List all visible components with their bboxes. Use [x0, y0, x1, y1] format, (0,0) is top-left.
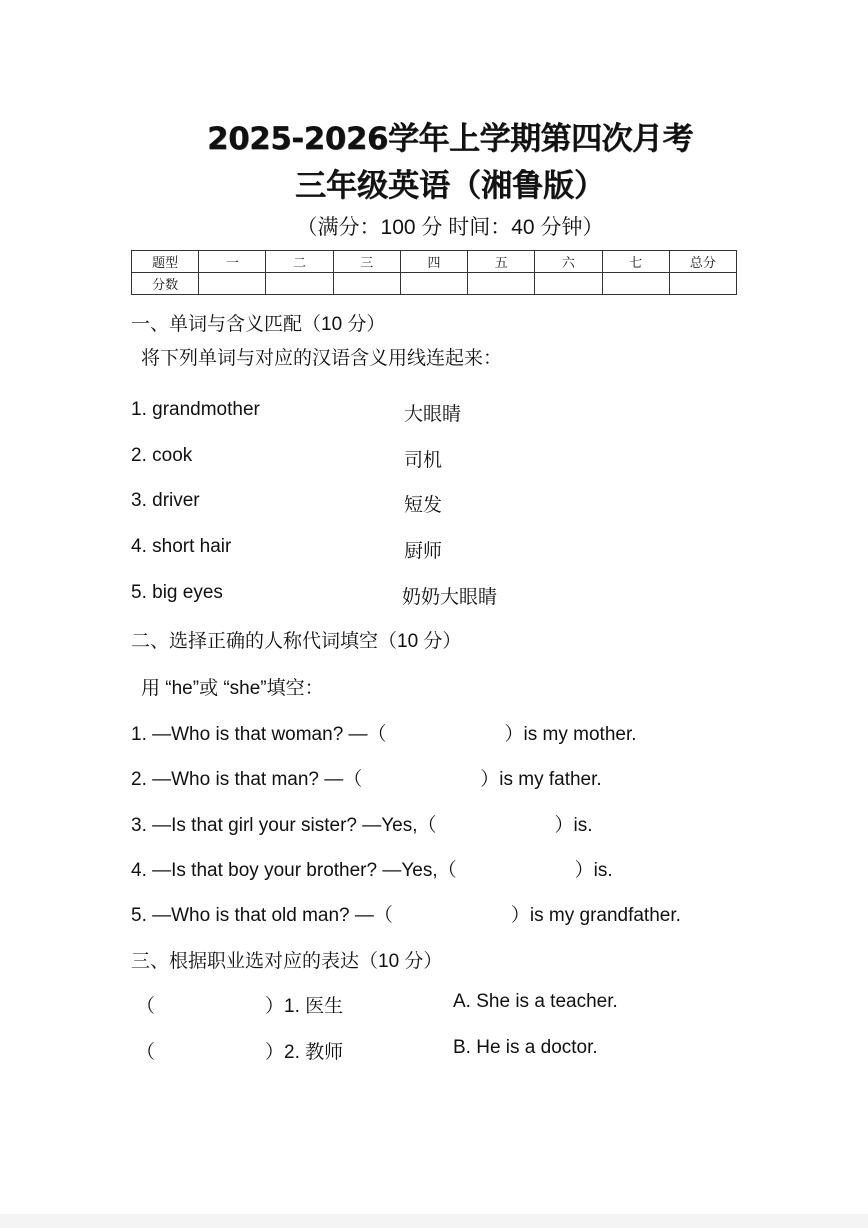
score-input-cell[interactable] — [602, 273, 669, 295]
question-text: 4. —Is that boy your brother? —Yes,（ — [131, 860, 457, 881]
score-table-header-row — [132, 251, 737, 273]
question-label: ）1. 医生 — [265, 996, 344, 1017]
question-text: 2. —Who is that man? —（ — [131, 769, 363, 790]
match-word[interactable]: 3. driver — [131, 490, 200, 511]
score-input-cell[interactable] — [535, 273, 602, 295]
score-table-cell: 总分 — [669, 251, 736, 273]
match-meaning[interactable]: 大眼睛 — [404, 404, 462, 425]
score-table-cell: 一 — [199, 251, 266, 273]
score-table — [131, 250, 737, 295]
section3-heading: 三、根据职业选对应的表达（10 分） — [131, 951, 443, 972]
bracket-open: （ — [136, 1042, 156, 1063]
fill-question — [131, 719, 637, 746]
fill-question — [131, 900, 681, 927]
bracket-open: （ — [136, 996, 156, 1017]
question-label: ）2. 教师 — [265, 1042, 344, 1063]
score-input-cell[interactable] — [333, 273, 400, 295]
question-text: ）is. — [554, 815, 593, 836]
question-text: ）is my grandfather. — [510, 905, 681, 926]
score-table-cell: 六 — [535, 251, 602, 273]
section1-heading: 一、单词与含义匹配（10 分） — [131, 314, 386, 335]
exam-score-time: （满分：100 分 时间：40 分钟） — [296, 216, 604, 239]
exam-title: 2025-2026学年上学期第四次月考 — [207, 121, 693, 157]
section2-heading: 二、选择正确的人称代词填空（10 分） — [131, 631, 462, 652]
question-text: ）is my mother. — [504, 724, 637, 745]
score-table-cell: 五 — [468, 251, 535, 273]
exam-subject-title: 三年级英语（湘鲁版） — [295, 168, 605, 204]
question-text: 1. —Who is that woman? —（ — [131, 724, 387, 745]
question-text: 5. —Who is that old man? —（ — [131, 905, 393, 926]
section2-instruction: 用 “he”或 “she”填空： — [141, 678, 324, 699]
match-word[interactable]: 1. grandmother — [131, 399, 260, 420]
score-input-cell[interactable] — [199, 273, 266, 295]
match-word[interactable]: 4. short hair — [131, 536, 232, 557]
match-meaning[interactable]: 厨师 — [404, 541, 443, 562]
score-input-cell[interactable] — [468, 273, 535, 295]
choice-option: B. He is a doctor. — [453, 1037, 598, 1058]
score-input-cell[interactable] — [266, 273, 333, 295]
question-text: 3. —Is that girl your sister? —Yes,（ — [131, 815, 437, 836]
score-table-cell: 题型 — [132, 251, 199, 273]
score-input-cell[interactable] — [400, 273, 467, 295]
match-meaning[interactable]: 司机 — [404, 450, 443, 471]
match-word[interactable]: 5. big eyes — [131, 582, 223, 603]
match-meaning[interactable]: 短发 — [404, 495, 443, 516]
match-word[interactable]: 2. cook — [131, 445, 193, 466]
score-input-cell[interactable] — [669, 273, 736, 295]
fill-question — [131, 855, 613, 882]
choice-question — [136, 1037, 343, 1064]
score-table-cell: 三 — [333, 251, 400, 273]
fill-question — [131, 810, 593, 837]
question-text: ）is. — [574, 860, 613, 881]
choice-option: A. She is a teacher. — [453, 991, 618, 1012]
score-table-cell: 七 — [602, 251, 669, 273]
fill-question — [131, 764, 602, 791]
score-table-cell: 分数 — [132, 273, 199, 295]
score-table-score-row — [132, 273, 737, 295]
match-meaning[interactable]: 奶奶大眼睛 — [402, 587, 498, 608]
score-table-cell: 二 — [266, 251, 333, 273]
section1-instruction: 将下列单词与对应的汉语含义用线连起来： — [141, 348, 503, 369]
choice-question — [136, 991, 343, 1018]
question-text: ）is my father. — [480, 769, 602, 790]
score-table-cell: 四 — [400, 251, 467, 273]
